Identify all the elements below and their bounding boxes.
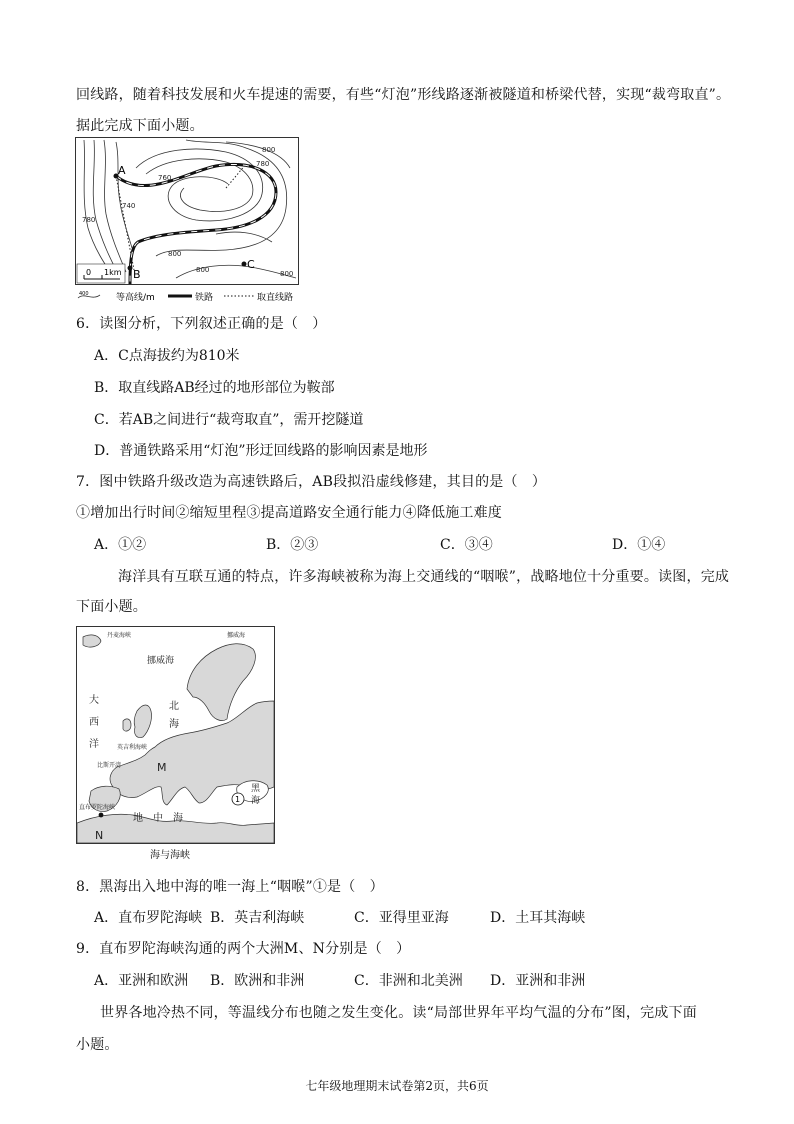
label-b: B	[133, 268, 141, 281]
scale-zero: 0	[86, 268, 92, 277]
label-c: C	[247, 258, 255, 271]
label-biscay: 比斯开湾	[97, 762, 122, 769]
straight-route	[226, 164, 246, 188]
q8-option-d[interactable]: D．土耳其海峡	[490, 910, 586, 926]
q8-option-b[interactable]: B．英吉利海峡	[210, 910, 305, 926]
contour-label: 800	[196, 266, 210, 274]
label-med-3: 海	[173, 813, 183, 824]
passage3-line-1: 世界各地冷热不同，等温线分布也随之发生变化。读“局部世界年平均气温的分布”图，完成下面	[100, 1005, 697, 1021]
label-english-channel: 英吉利海峡	[117, 744, 148, 751]
q9-stem: 9．直布罗陀海峡沟通的两个大洲M、N分别是（ ）	[76, 941, 411, 957]
q6-option-d[interactable]: D．普通铁路采用“灯泡”形迂回线路的影响因素是地形	[94, 443, 428, 459]
contour-label: 760	[158, 174, 172, 182]
legend-contour-label: 等高线/m	[116, 293, 155, 303]
contour-label: 780	[82, 216, 96, 224]
contour-label: 800	[168, 250, 182, 258]
map-caption: 海与海峡	[150, 850, 190, 861]
contour-line	[176, 265, 296, 278]
q7-stem: 7．图中铁路升级改造为高速铁路后，AB段拟沿虚线修建，其目的是（ ）	[76, 474, 547, 490]
point-b	[128, 266, 133, 271]
contour-label: 780	[256, 160, 270, 168]
map-legend	[76, 289, 306, 303]
ireland	[123, 719, 131, 731]
q7-choices: ①增加出行时间②缩短里程③提高道路安全通行能力④降低施工难度	[76, 505, 502, 521]
contour-line	[93, 140, 120, 278]
q9-option-c[interactable]: C．非洲和北美洲	[354, 973, 463, 989]
contour-map	[75, 137, 299, 285]
contour-line	[116, 142, 132, 248]
intro-line-1: 回线路，随着科技发展和火车提速的需要，有些“灯泡”形线路逐渐被隧道和桥梁代替，实现“裁弯取直”。	[76, 87, 731, 103]
label-norwegian-sea: 挪威海	[147, 656, 175, 666]
label-gibraltar: 直布罗陀海峡	[79, 804, 116, 811]
intro-line-2: 据此完成下面小题。	[76, 118, 204, 134]
q9-option-a[interactable]: A．亚洲和欧洲	[94, 973, 189, 989]
gibraltar-marker	[99, 813, 104, 818]
contour-label: 740	[122, 202, 136, 210]
label-north-sea-1: 北	[169, 701, 179, 712]
q6-option-a[interactable]: A．C点海拔约为810米	[94, 348, 240, 364]
q9-option-d[interactable]: D．亚洲和非洲	[490, 973, 586, 989]
contour-label: 800	[280, 270, 294, 278]
passage2-line-1: 海洋具有互联互通的特点，许多海峡被称为海上交通线的“咽喉”，战略地位十分重要。读图，完成	[118, 569, 730, 585]
q7-option-b[interactable]: B．②③	[266, 537, 319, 553]
label-top-right: 挪威海	[227, 632, 246, 639]
contour-label: 800	[262, 146, 276, 154]
label-atlantic-1: 大	[89, 695, 99, 706]
label-north-sea-2: 海	[169, 719, 179, 730]
q6-option-b[interactable]: B．取直线路AB经过的地形部位为鞍部	[94, 380, 335, 396]
contour-line	[146, 159, 253, 212]
q8-option-a[interactable]: A．直布罗陀海峡	[94, 910, 203, 926]
label-a: A	[118, 164, 126, 177]
page-footer: 七年级地理期末试卷第2页，共6页	[305, 1079, 489, 1093]
label-black-1: 黑	[251, 784, 261, 794]
q7-option-c[interactable]: C．③④	[440, 537, 493, 553]
legend-straight-label: 取直线路	[257, 293, 294, 303]
legend-railway-label: 铁路	[195, 293, 214, 303]
q8-option-c[interactable]: C．亚得里亚海	[354, 910, 449, 926]
label-med-1: 地	[133, 813, 143, 824]
point-c	[242, 262, 247, 267]
seas-straits-map	[76, 626, 275, 844]
label-med-2: 中	[153, 813, 163, 824]
label-m: M	[157, 761, 167, 774]
q8-stem: 8．黑海出入地中海的唯一海上“咽喉”①是（ ）	[76, 879, 384, 895]
strait-1-label: 1	[235, 795, 241, 804]
q9-option-b[interactable]: B．欧洲和非洲	[210, 973, 305, 989]
label-atlantic-2: 西	[89, 717, 99, 728]
label-n: N	[95, 829, 104, 842]
q7-option-a[interactable]: A．①②	[94, 537, 147, 553]
passage3-line-2: 小题。	[76, 1037, 119, 1053]
label-denmark-strait: 丹麦海峡	[107, 632, 132, 639]
contour-line	[156, 140, 287, 256]
q6-stem: 6．读图分析，下列叙述正确的是（ ）	[76, 316, 327, 332]
passage2-line-2: 下面小题。	[76, 599, 147, 615]
legend-contour-sample: 400	[79, 291, 89, 297]
scale-unit: 1km	[104, 268, 122, 277]
label-black-2: 海	[251, 796, 261, 806]
q6-option-c[interactable]: C．若AB之间进行“裁弯取直”，需开挖隧道	[94, 412, 364, 428]
q7-option-d[interactable]: D．①④	[612, 537, 666, 553]
label-atlantic-3: 洋	[89, 739, 99, 750]
